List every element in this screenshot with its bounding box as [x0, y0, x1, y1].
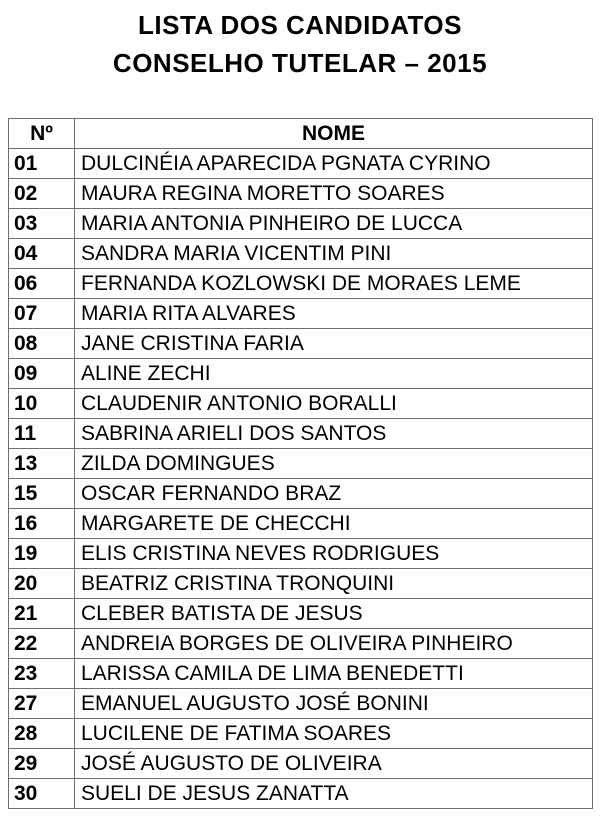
candidate-number: 11	[9, 419, 75, 449]
candidate-name: EMANUEL AUGUSTO JOSÉ BONINI	[75, 689, 593, 719]
table-row	[9, 209, 593, 239]
candidate-name: ANDREIA BORGES DE OLIVEIRA PINHEIRO	[75, 629, 593, 659]
table-row	[9, 569, 593, 599]
table-row	[9, 149, 593, 179]
table-row	[9, 299, 593, 329]
candidate-number: 22	[9, 629, 75, 659]
candidate-number: 16	[9, 509, 75, 539]
candidate-number: 27	[9, 689, 75, 719]
table-row	[9, 629, 593, 659]
table-row	[9, 179, 593, 209]
table-row	[9, 479, 593, 509]
table-header-row	[9, 119, 593, 149]
candidate-number: 29	[9, 749, 75, 779]
table-row	[9, 599, 593, 629]
candidate-name: ALINE ZECHI	[75, 359, 593, 389]
table-row	[9, 419, 593, 449]
candidate-name: MARIA ANTONIA PINHEIRO DE LUCCA	[75, 209, 593, 239]
candidate-name: CLAUDENIR ANTONIO BORALLI	[75, 389, 593, 419]
column-header-number: Nº	[9, 119, 75, 149]
candidate-name: BEATRIZ CRISTINA TRONQUINI	[75, 569, 593, 599]
candidate-name: MARGARETE DE CHECCHI	[75, 509, 593, 539]
candidate-number: 02	[9, 179, 75, 209]
candidate-number: 20	[9, 569, 75, 599]
table-row	[9, 689, 593, 719]
candidate-name: CLEBER BATISTA DE JESUS	[75, 599, 593, 629]
candidate-name: JANE CRISTINA FARIA	[75, 329, 593, 359]
candidate-name: DULCINÉIA APARECIDA PGNATA CYRINO	[75, 149, 593, 179]
candidate-number: 15	[9, 479, 75, 509]
table-row	[9, 449, 593, 479]
candidate-number: 07	[9, 299, 75, 329]
table-row	[9, 509, 593, 539]
table-row	[9, 329, 593, 359]
candidate-number: 04	[9, 239, 75, 269]
table-row	[9, 389, 593, 419]
candidate-name: SABRINA ARIELI DOS SANTOS	[75, 419, 593, 449]
document-title: LISTA DOS CANDIDATOS	[138, 10, 462, 40]
candidate-number: 10	[9, 389, 75, 419]
table-row	[9, 719, 593, 749]
candidate-name: LARISSA CAMILA DE LIMA BENEDETTI	[75, 659, 593, 689]
table-row	[9, 749, 593, 779]
candidate-name: MARIA RITA ALVARES	[75, 299, 593, 329]
candidate-name: MAURA REGINA MORETTO SOARES	[75, 179, 593, 209]
document-subtitle: CONSELHO TUTELAR – 2015	[112, 48, 488, 78]
candidate-number: 23	[9, 659, 75, 689]
candidate-name: FERNANDA KOZLOWSKI DE MORAES LEME	[75, 269, 593, 299]
candidate-name: LUCILENE DE FATIMA SOARES	[75, 719, 593, 749]
candidate-name: OSCAR FERNANDO BRAZ	[75, 479, 593, 509]
candidate-name: SUELI DE JESUS ZANATTA	[75, 779, 593, 809]
candidates-table	[8, 118, 593, 809]
candidate-name: ELIS CRISTINA NEVES RODRIGUES	[75, 539, 593, 569]
table-row	[9, 659, 593, 689]
table-row	[9, 779, 593, 809]
candidate-number: 03	[9, 209, 75, 239]
table-row	[9, 359, 593, 389]
candidate-number: 08	[9, 329, 75, 359]
candidate-name: ZILDA DOMINGUES	[75, 449, 593, 479]
candidate-number: 21	[9, 599, 75, 629]
candidate-number: 06	[9, 269, 75, 299]
candidate-name: JOSÉ AUGUSTO DE OLIVEIRA	[75, 749, 593, 779]
column-header-name: NOME	[75, 119, 593, 149]
table-row	[9, 239, 593, 269]
candidate-number: 30	[9, 779, 75, 809]
candidate-name: SANDRA MARIA VICENTIM PINI	[75, 239, 593, 269]
candidate-number: 28	[9, 719, 75, 749]
candidate-number: 19	[9, 539, 75, 569]
candidate-number: 01	[9, 149, 75, 179]
candidate-number: 13	[9, 449, 75, 479]
table-row	[9, 269, 593, 299]
table-row	[9, 539, 593, 569]
candidate-number: 09	[9, 359, 75, 389]
